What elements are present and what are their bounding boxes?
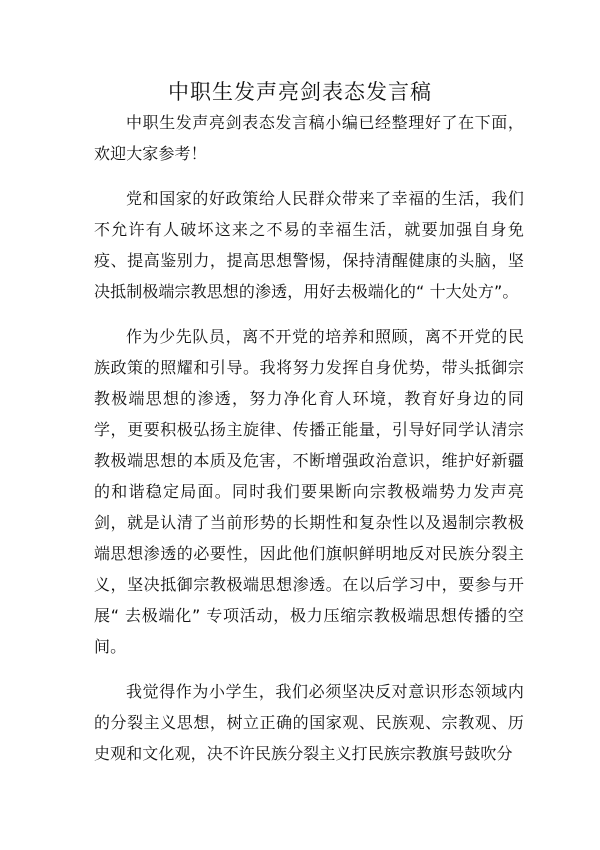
paragraph-intro: 中职生发声亮剑表态发言稿小编已经整理好了在下面，欢迎大家参考！ bbox=[94, 113, 524, 163]
document-body bbox=[94, 107, 524, 783]
document-title: 中职生发声亮剑表态发言稿 bbox=[168, 80, 432, 104]
paragraph-policy: 党和国家的好政策给人民群众带来了幸福的生活，我们不允许有人破坏这来之不易的幸福生活，就要加强自身免疫、提高鉴别力，提高思想警惕，保持清醒健康的头脑，坚决抵制极端宗教思想的渗透，用好去极端化的“ 十大处方”。 bbox=[94, 189, 524, 301]
paragraph-pioneer: 作为少先队员，离不开党的培养和照顾，离不开党的民族政策的照耀和引导。我将努力发挥自身优势，带头抵御宗教极端思想的渗透，努力净化育人环境，教育好身边的同学，更要积极弘扬主旋律、传播正能量，引导好同学认清宗教极端思想的本质及危害，不断增强政治意识，维护好新疆的和谐稳定局面。同时我们要果断向宗教极端势力发声亮剑，就是认清了当前形势的长期性和复杂性以及遏制宗教极端思想渗透的必要性，因此他们旗帜鲜明地反对民族分裂主义，坚决抵御宗教极端思想渗透。在以后学习中，要参与开展“ 去极端化” 专项活动，极力压缩宗教极端思想传播的空间。 bbox=[94, 327, 524, 656]
paragraph-student: 我觉得作为小学生，我们必须坚决反对意识形态领域内的分裂主义思想，树立正确的国家观、民族观、宗教观、历史观和文化观，决不许民族分裂主义打民族宗教旗号鼓吹分 bbox=[94, 682, 524, 763]
